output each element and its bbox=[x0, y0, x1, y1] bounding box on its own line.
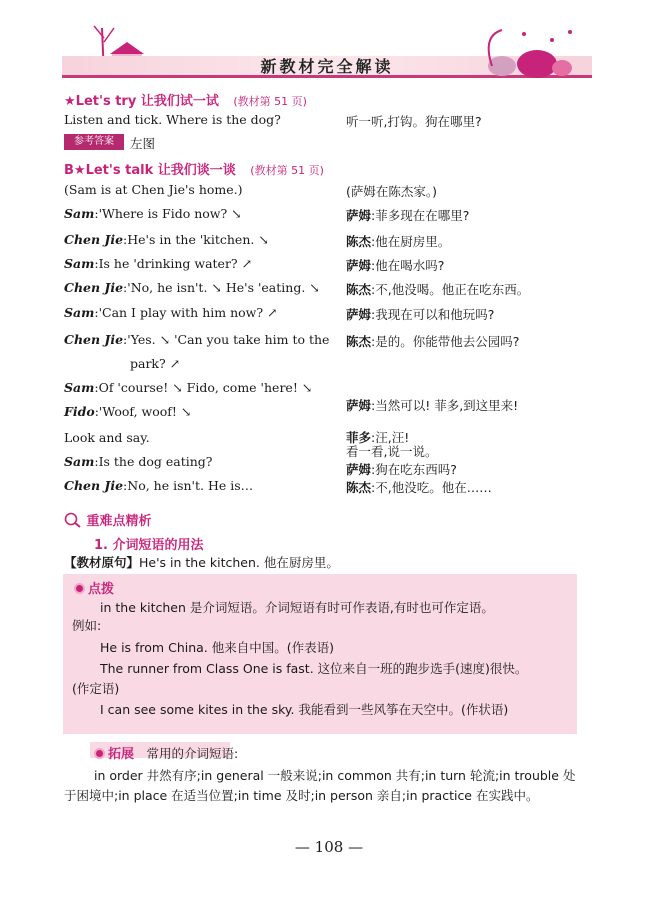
dialogue-en-text: park? ↗ bbox=[130, 356, 181, 371]
dialogue-en-text: :Is he 'drinking water? ↗ bbox=[94, 256, 253, 271]
section-a-title-text: ★Let's try 让我们试一试 bbox=[64, 94, 219, 109]
dialogue-en-text: :'Where is Fido now? ↘ bbox=[94, 206, 242, 221]
tip-line: He is from China. 他来自中国。(作表语) bbox=[100, 640, 334, 655]
original-label: 【教材原句】 bbox=[64, 555, 140, 570]
answer-text: 左图 bbox=[130, 136, 156, 151]
dialogue-cn-text: (萨姆在陈杰家。) bbox=[346, 184, 438, 199]
dialogue-cn-text: :是的。你能带他去公园吗? bbox=[371, 334, 520, 349]
speaker-name: Chen Jie bbox=[64, 280, 124, 295]
speaker-name: Chen Jie bbox=[64, 332, 124, 347]
dialogue-cn-line bbox=[346, 206, 469, 224]
dialogue-en-line bbox=[64, 232, 269, 247]
dialogue-cn-text: :狗在吃东西吗? bbox=[371, 462, 457, 477]
dialogue-cn-line bbox=[346, 305, 494, 323]
dialogue-en-line bbox=[64, 404, 191, 419]
speaker-name-cn: 萨姆 bbox=[346, 398, 372, 413]
speaker-name-cn: 萨姆 bbox=[346, 462, 372, 477]
dialogue-en-line bbox=[64, 280, 320, 295]
dialogue-en-text: :Is the dog eating? bbox=[94, 454, 213, 469]
dialogue-cn-text: :不,他没喝。他正在吃东西。 bbox=[371, 282, 530, 297]
tip-label-text: 点拨 bbox=[88, 582, 115, 597]
dialogue-cn-text: :汪,汪! bbox=[371, 430, 410, 445]
ext-intro: 常用的介词短语: bbox=[146, 746, 239, 761]
dialogue-en-line bbox=[64, 478, 253, 493]
dialogue-en-line bbox=[64, 380, 312, 395]
tip-line: The runner from Class One is fast. 这位来自一班的跑步选手(速度)很快。 bbox=[100, 661, 528, 676]
dialogue-en-text: (Sam is at Chen Jie's home.) bbox=[64, 182, 243, 197]
original-sentence bbox=[64, 553, 339, 571]
speaker-name: Sam bbox=[64, 305, 95, 320]
ext-label-text: 拓展 bbox=[108, 747, 135, 762]
speaker-name: Chen Jie bbox=[64, 478, 124, 493]
section-b-ref: (教材第 51 页) bbox=[250, 164, 324, 177]
section-a-cn: 听一听,打钩。狗在哪里? bbox=[346, 114, 482, 129]
dialogue-en-text: :He's in the 'kitchen. ↘ bbox=[123, 232, 269, 247]
tip-line: in the kitchen 是介词短语。介词短语有时可作表语,有时也可作定语。 bbox=[100, 600, 494, 615]
plant-decoration-icon bbox=[462, 26, 582, 78]
speaker-name: Sam bbox=[64, 256, 95, 271]
speaker-name: Sam bbox=[64, 454, 95, 469]
tip-line: 例如: bbox=[72, 618, 102, 633]
dialogue-cn-text: :菲多现在在哪里? bbox=[371, 208, 470, 223]
section-a-title bbox=[64, 90, 307, 109]
dialogue-en-line bbox=[64, 206, 242, 221]
dialogue-en-line bbox=[64, 305, 278, 320]
dialogue-en-line bbox=[64, 454, 212, 469]
tip-line: I can see some kites in the sky. 我能看到一些风筝在天空中。(作状语) bbox=[100, 702, 509, 717]
dialogue-en-line bbox=[130, 356, 180, 371]
dialogue-cn-line bbox=[346, 478, 492, 496]
tip-bullet-icon bbox=[74, 583, 85, 594]
dialogue-en-text: :'Yes. ↘ 'Can you take him to the bbox=[123, 332, 330, 347]
dialogue-en-text: :No, he isn't. He is… bbox=[123, 478, 254, 493]
key-points-title bbox=[64, 510, 152, 529]
dialogue-cn-line bbox=[346, 442, 437, 460]
ext-line: in order 井然有序;in general 一般来说;in common 共有;in turn 轮流;in trouble 处 bbox=[94, 768, 576, 783]
section-a-en: Listen and tick. Where is the dog? bbox=[64, 112, 281, 127]
dialogue-en-line bbox=[64, 256, 252, 271]
speaker-name-cn: 萨姆 bbox=[346, 208, 372, 223]
section-b-title-text: B★Let's talk 让我们谈一谈 bbox=[64, 163, 236, 178]
dialogue-en-line bbox=[64, 182, 243, 197]
section-a-ref: (教材第 51 页) bbox=[233, 95, 307, 108]
tip-label bbox=[74, 578, 114, 597]
speaker-name-cn: 萨姆 bbox=[346, 307, 372, 322]
speaker-name-cn: 陈杰 bbox=[346, 234, 372, 249]
section-b-title bbox=[64, 159, 324, 178]
speaker-name: Sam bbox=[64, 206, 95, 221]
dialogue-cn-text: :不,他没吃。他在…… bbox=[371, 480, 492, 495]
dialogue-en-line bbox=[64, 430, 150, 445]
dialogue-en-text: :Of 'course! ↘ Fido, come 'here! ↘ bbox=[94, 380, 313, 395]
dialogue-cn-line bbox=[346, 256, 444, 274]
dialogue-en-line bbox=[64, 332, 329, 347]
ext-line: 于困境中;in place 在适当位置;in time 及时;in person 亲自;in practice 在实践中。 bbox=[64, 788, 539, 803]
dialogue-en-text: Look and say. bbox=[64, 430, 150, 445]
original-text: He's in the kitchen. 他在厨房里。 bbox=[139, 555, 339, 570]
key-points-subtitle: 1. 介词短语的用法 bbox=[94, 538, 204, 553]
speaker-name-cn: 陈杰 bbox=[346, 282, 372, 297]
ext-label bbox=[94, 743, 238, 762]
dialogue-en-text: :'Can I play with him now? ↗ bbox=[94, 305, 278, 320]
ext-bullet-icon bbox=[94, 748, 105, 759]
dialogue-cn-text: :当然可以! 菲多,到这里来! bbox=[371, 398, 519, 413]
dialogue-cn-text: :他在喝水吗? bbox=[371, 258, 445, 273]
magnifier-icon bbox=[64, 512, 82, 528]
speaker-name: Chen Jie bbox=[64, 232, 124, 247]
dialogue-cn-line bbox=[346, 182, 437, 200]
dialogue-cn-line bbox=[346, 332, 519, 350]
key-points-title-text: 重难点精析 bbox=[86, 514, 152, 529]
speaker-name-cn: 菲多 bbox=[346, 430, 372, 445]
page-number: — 108 — bbox=[294, 838, 364, 856]
tip-line: (作定语) bbox=[72, 681, 120, 696]
dialogue-en-text: :'Woof, woof! ↘ bbox=[94, 404, 192, 419]
dialogue-en-text: :'No, he isn't. ↘ He's 'eating. ↘ bbox=[123, 280, 320, 295]
dialogue-cn-text: 看一看,说一说。 bbox=[346, 444, 438, 459]
speaker-name-cn: 萨姆 bbox=[346, 258, 372, 273]
dialogue-cn-line bbox=[346, 396, 518, 414]
page-header bbox=[62, 18, 592, 80]
speaker-name: Sam bbox=[64, 380, 95, 395]
speaker-name-cn: 陈杰 bbox=[346, 334, 372, 349]
dialogue-cn-text: :我现在可以和他玩吗? bbox=[371, 307, 495, 322]
dialogue-cn-text: :他在厨房里。 bbox=[371, 234, 451, 249]
speaker-name-cn: 陈杰 bbox=[346, 480, 372, 495]
header-title: 新教材完全解读 bbox=[260, 57, 394, 76]
speaker-name: Fido bbox=[64, 404, 95, 419]
dialogue-cn-line bbox=[346, 232, 450, 250]
dialogue-cn-line bbox=[346, 460, 457, 478]
dialogue-cn-line bbox=[346, 280, 529, 298]
answer-badge: 参考答案 bbox=[64, 134, 124, 150]
